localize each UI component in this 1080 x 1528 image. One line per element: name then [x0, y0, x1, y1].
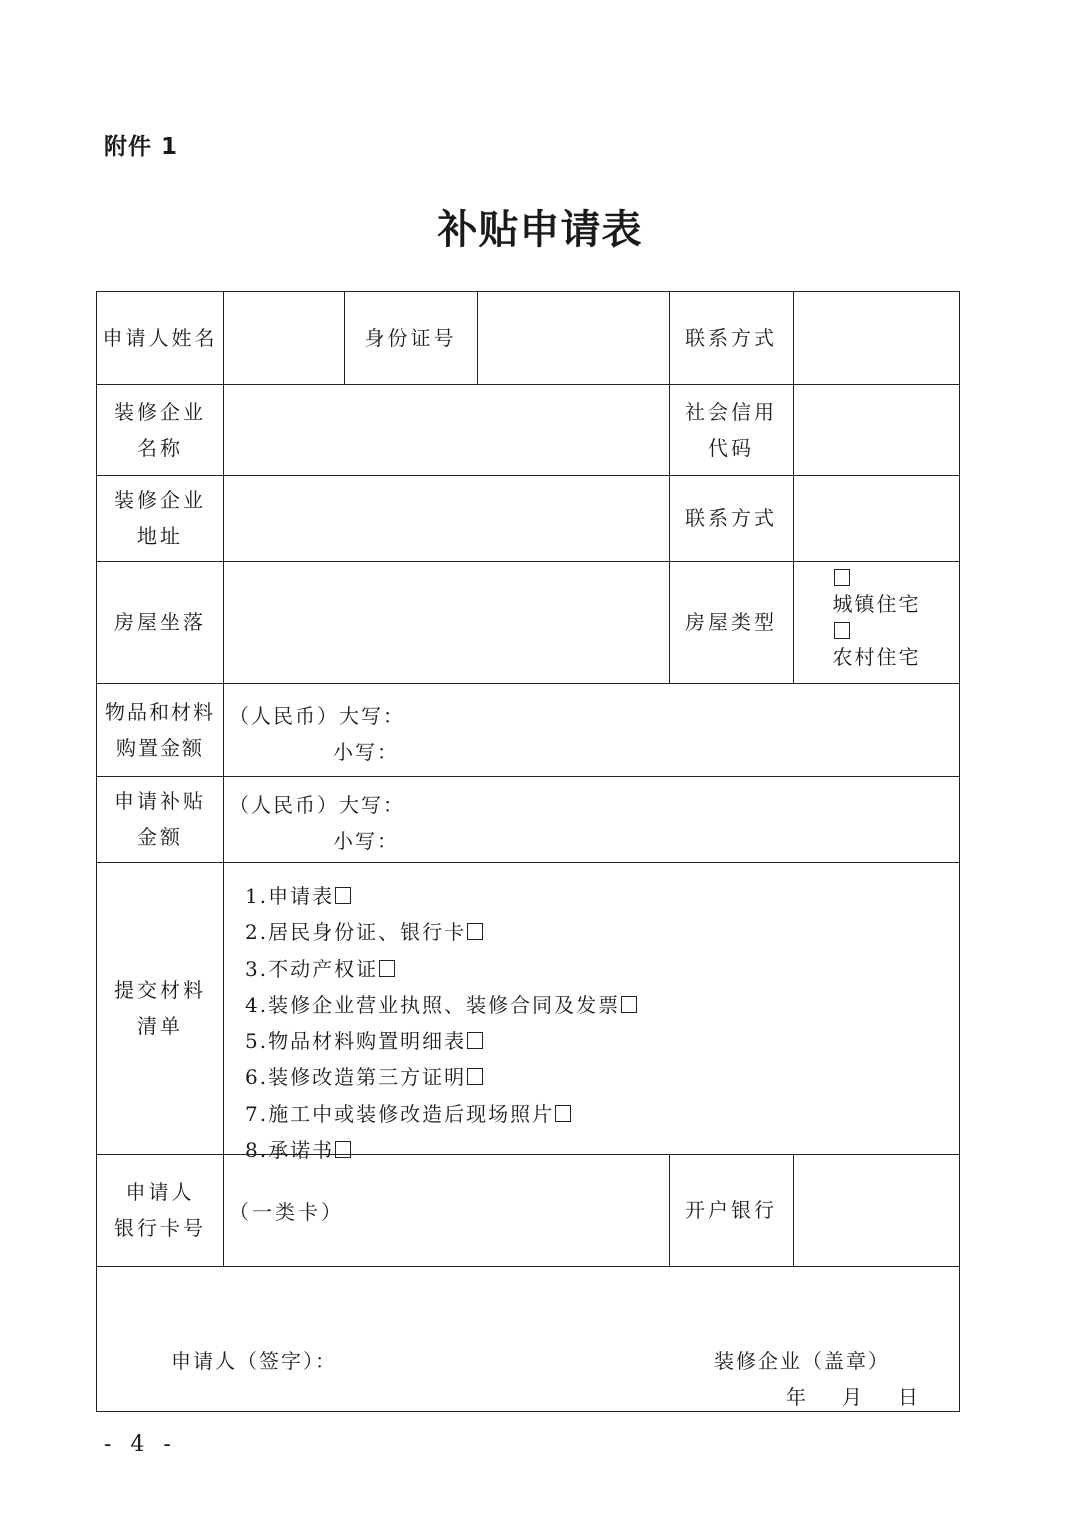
material-item[interactable]: 5.物品材料购置明细表 — [245, 1023, 637, 1059]
option-urban[interactable]: 城镇住宅 — [833, 569, 921, 622]
subsidy-application-form — [96, 291, 960, 1412]
label-purchase-amount: 物品和材料 购置金额 — [105, 699, 215, 760]
material-item[interactable]: 7.施工中或装修改造后现场照片 — [245, 1096, 637, 1132]
purchase-amount-small: 小写： — [333, 740, 399, 764]
label-bank-card: 申请人 银行卡号 — [114, 1180, 206, 1240]
house-type-options — [793, 561, 960, 683]
col-divider — [793, 1154, 794, 1266]
row-divider — [97, 776, 960, 777]
label-contact: 联系方式 — [685, 326, 777, 350]
checkbox-icon[interactable] — [335, 1141, 351, 1158]
col-divider — [223, 292, 224, 1266]
signature-date: 年 月 日 — [786, 1385, 926, 1409]
material-item[interactable]: 3.不动产权证 — [245, 951, 637, 987]
bank-card-note: （一类卡） — [229, 1200, 344, 1224]
label-bank: 开户银行 — [685, 1198, 777, 1222]
checkbox-icon[interactable] — [834, 622, 850, 639]
checkbox-icon[interactable] — [379, 960, 395, 977]
checkbox-icon[interactable] — [335, 887, 351, 904]
material-item[interactable]: 2.居民身份证、银行卡 — [245, 914, 637, 950]
form-title: 补贴申请表 — [437, 206, 643, 253]
material-item[interactable]: 4.装修企业营业执照、装修合同及发票 — [245, 987, 637, 1023]
checkbox-icon[interactable] — [621, 996, 637, 1013]
attachment-label: 附件 1 — [104, 134, 179, 160]
row-divider — [97, 475, 960, 476]
label-company-name: 装修企业 名称 — [114, 399, 206, 460]
row-divider — [97, 384, 960, 385]
material-item[interactable]: 1.申请表 — [245, 878, 637, 914]
row-divider — [97, 683, 960, 684]
materials-checklist — [245, 878, 637, 1168]
label-id-number: 身份证号 — [364, 326, 457, 350]
label-materials-list: 提交材料 清单 — [114, 978, 206, 1038]
subsidy-amount-capital: （人民币）大写： — [229, 793, 405, 817]
label-contact-2: 联系方式 — [685, 506, 777, 530]
option-rural[interactable]: 农村住宅 — [833, 622, 921, 675]
row-divider — [97, 1266, 960, 1267]
label-applicant-name: 申请人姓名 — [102, 326, 218, 350]
material-item[interactable]: 6.装修改造第三方证明 — [245, 1059, 637, 1095]
company-seal: 装修企业（盖章） — [714, 1349, 890, 1373]
checkbox-icon[interactable] — [555, 1105, 571, 1122]
checkbox-icon[interactable] — [467, 1068, 483, 1085]
page-number: - 4 - — [104, 1432, 177, 1457]
applicant-signature: 申请人（签字）： — [171, 1349, 337, 1373]
label-company-address: 装修企业 地址 — [114, 488, 206, 548]
label-house-type: 房屋类型 — [685, 610, 777, 634]
label-credit-code: 社会信用 代码 — [685, 399, 777, 460]
label-house-location: 房屋坐落 — [114, 610, 206, 634]
checkbox-icon[interactable] — [467, 923, 483, 940]
purchase-amount-capital: （人民币）大写： — [229, 704, 405, 728]
label-subsidy-amount: 申请补贴 金额 — [114, 789, 206, 849]
checkbox-icon[interactable] — [834, 569, 850, 586]
material-item[interactable]: 8.承诺书 — [245, 1132, 637, 1168]
row-divider — [97, 862, 960, 863]
subsidy-amount-small: 小写： — [333, 829, 399, 853]
checkbox-icon[interactable] — [467, 1032, 483, 1049]
col-divider — [477, 292, 478, 384]
